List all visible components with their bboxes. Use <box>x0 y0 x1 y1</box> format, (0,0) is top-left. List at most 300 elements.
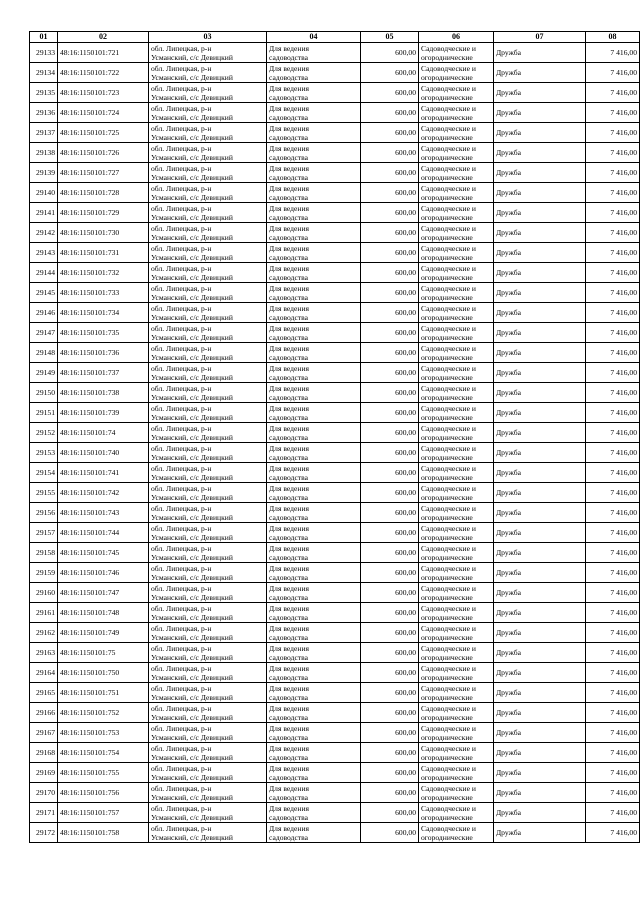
permitted-use-cell <box>267 683 361 703</box>
locality-cell: Дружба <box>494 683 586 703</box>
land-category-line-1: Садоводческие и <box>421 43 476 53</box>
permitted-use-line-2: садоводства <box>269 52 309 62</box>
address-line-1: обл. Липецкая, р-н <box>151 123 212 133</box>
table-row <box>30 123 640 143</box>
area-cell: 600,00 <box>361 683 419 703</box>
permitted-use-line-1: Для ведения <box>269 403 310 413</box>
land-category-line-2: огороднические <box>421 232 473 242</box>
table-row <box>30 823 640 843</box>
table-row <box>30 403 640 423</box>
permitted-use-line-1: Для ведения <box>269 383 310 393</box>
land-category-line-1: Садоводческие и <box>421 83 476 93</box>
locality-cell: Дружба <box>494 643 586 663</box>
address-line-1: обл. Липецкая, р-н <box>151 503 212 513</box>
cadastral-number-cell: 48:16:1150101:725 <box>58 123 149 143</box>
row-number-cell: 29162 <box>30 623 58 643</box>
permitted-use-line-1: Для ведения <box>269 223 310 233</box>
cadastral-number-cell: 48:16:1150101:756 <box>58 783 149 803</box>
locality-cell: Дружба <box>494 63 586 83</box>
cadastral-number-cell: 48:16:1150101:747 <box>58 583 149 603</box>
address-line-1: обл. Липецкая, р-н <box>151 583 212 593</box>
address-line-2: Усманский, с/с Девицкий <box>151 652 233 662</box>
permitted-use-line-1: Для ведения <box>269 203 310 213</box>
land-category-line-1: Садоводческие и <box>421 463 476 473</box>
permitted-use-cell <box>267 403 361 423</box>
address-line-1: обл. Липецкая, р-н <box>151 163 212 173</box>
cadastral-number-cell: 48:16:1150101:752 <box>58 703 149 723</box>
address-line-2: Усманский, с/с Девицкий <box>151 332 233 342</box>
land-category-line-2: огороднические <box>421 452 473 462</box>
address-line-1: обл. Липецкая, р-н <box>151 443 212 453</box>
permitted-use-line-1: Для ведения <box>269 123 310 133</box>
permitted-use-line-2: садоводства <box>269 772 309 782</box>
cadastral-number-cell: 48:16:1150101:740 <box>58 443 149 463</box>
address-line-2: Усманский, с/с Девицкий <box>151 672 233 682</box>
locality-cell: Дружба <box>494 403 586 423</box>
address-line-1: обл. Липецкая, р-н <box>151 763 212 773</box>
row-number-cell: 29155 <box>30 483 58 503</box>
permitted-use-line-2: садоводства <box>269 512 309 522</box>
table-row <box>30 663 640 683</box>
row-number-cell: 29136 <box>30 103 58 123</box>
permitted-use-line-1: Для ведения <box>269 183 310 193</box>
table-row <box>30 103 640 123</box>
land-category-cell <box>419 823 494 843</box>
address-line-2: Усманский, с/с Девицкий <box>151 72 233 82</box>
land-category-line-2: огороднические <box>421 512 473 522</box>
address-cell <box>149 423 267 443</box>
permitted-use-line-1: Для ведения <box>269 243 310 253</box>
permitted-use-line-2: садоводства <box>269 272 309 282</box>
address-line-2: Усманский, с/с Девицкий <box>151 172 233 182</box>
cadastral-value-cell: 7 416,00 <box>586 243 640 263</box>
table-row <box>30 183 640 203</box>
permitted-use-line-1: Для ведения <box>269 663 310 673</box>
address-cell <box>149 743 267 763</box>
land-category-line-2: огороднические <box>421 312 473 322</box>
land-category-line-2: огороднические <box>421 152 473 162</box>
address-line-1: обл. Липецкая, р-н <box>151 243 212 253</box>
cadastral-number-cell: 48:16:1150101:745 <box>58 543 149 563</box>
area-cell: 600,00 <box>361 523 419 543</box>
permitted-use-line-1: Для ведения <box>269 143 310 153</box>
permitted-use-line-2: садоводства <box>269 412 309 422</box>
land-category-line-2: огороднические <box>421 492 473 502</box>
address-line-2: Усманский, с/с Девицкий <box>151 252 233 262</box>
permitted-use-cell <box>267 643 361 663</box>
permitted-use-line-1: Для ведения <box>269 583 310 593</box>
row-number-cell: 29163 <box>30 643 58 663</box>
permitted-use-line-1: Для ведения <box>269 343 310 353</box>
land-category-cell <box>419 443 494 463</box>
address-line-1: обл. Липецкая, р-н <box>151 343 212 353</box>
address-cell <box>149 503 267 523</box>
locality-cell: Дружба <box>494 823 586 843</box>
permitted-use-cell <box>267 203 361 223</box>
table-header <box>30 32 640 43</box>
permitted-use-line-2: садоводства <box>269 832 309 842</box>
permitted-use-line-1: Для ведения <box>269 763 310 773</box>
permitted-use-line-1: Для ведения <box>269 323 310 333</box>
address-cell <box>149 343 267 363</box>
permitted-use-line-1: Для ведения <box>269 823 310 833</box>
land-category-line-2: огороднические <box>421 792 473 802</box>
address-cell <box>149 763 267 783</box>
land-category-cell <box>419 623 494 643</box>
area-cell: 600,00 <box>361 143 419 163</box>
row-number-cell: 29135 <box>30 83 58 103</box>
land-category-line-2: огороднические <box>421 692 473 702</box>
table-row <box>30 303 640 323</box>
address-cell <box>149 143 267 163</box>
table-row <box>30 343 640 363</box>
permitted-use-line-2: садоводства <box>269 112 309 122</box>
area-cell: 600,00 <box>361 163 419 183</box>
cadastral-number-cell: 48:16:1150101:741 <box>58 463 149 483</box>
area-cell: 600,00 <box>361 483 419 503</box>
permitted-use-line-2: садоводства <box>269 632 309 642</box>
land-category-cell <box>419 323 494 343</box>
permitted-use-line-1: Для ведения <box>269 723 310 733</box>
address-line-1: обл. Липецкая, р-н <box>151 183 212 193</box>
permitted-use-line-1: Для ведения <box>269 443 310 453</box>
table-row <box>30 143 640 163</box>
land-category-line-2: огороднические <box>421 172 473 182</box>
locality-cell: Дружба <box>494 383 586 403</box>
permitted-use-line-1: Для ведения <box>269 563 310 573</box>
row-number-cell: 29149 <box>30 363 58 383</box>
land-category-cell <box>419 423 494 443</box>
permitted-use-line-2: садоводства <box>269 452 309 462</box>
permitted-use-line-2: садоводства <box>269 252 309 262</box>
address-cell <box>149 543 267 563</box>
row-number-cell: 29161 <box>30 603 58 623</box>
row-number-cell: 29167 <box>30 723 58 743</box>
address-cell <box>149 243 267 263</box>
area-cell: 600,00 <box>361 303 419 323</box>
area-cell: 600,00 <box>361 183 419 203</box>
cadastral-value-cell: 7 416,00 <box>586 643 640 663</box>
land-category-line-1: Садоводческие и <box>421 683 476 693</box>
permitted-use-cell <box>267 443 361 463</box>
land-category-cell <box>419 463 494 483</box>
address-line-2: Усманский, с/с Девицкий <box>151 812 233 822</box>
row-number-cell: 29138 <box>30 143 58 163</box>
address-line-2: Усманский, с/с Девицкий <box>151 492 233 502</box>
land-category-line-2: огороднические <box>421 272 473 282</box>
land-category-line-1: Садоводческие и <box>421 623 476 633</box>
locality-cell: Дружба <box>494 743 586 763</box>
table-row <box>30 383 640 403</box>
land-category-cell <box>419 803 494 823</box>
address-cell <box>149 383 267 403</box>
table-row <box>30 283 640 303</box>
locality-cell: Дружба <box>494 503 586 523</box>
table-row <box>30 803 640 823</box>
locality-cell: Дружба <box>494 283 586 303</box>
address-line-1: обл. Липецкая, р-н <box>151 723 212 733</box>
address-cell <box>149 803 267 823</box>
locality-cell: Дружба <box>494 183 586 203</box>
area-cell: 600,00 <box>361 63 419 83</box>
land-category-cell <box>419 203 494 223</box>
land-category-cell <box>419 683 494 703</box>
locality-cell: Дружба <box>494 443 586 463</box>
cadastral-number-cell: 48:16:1150101:744 <box>58 523 149 543</box>
area-cell: 600,00 <box>361 363 419 383</box>
cadastral-value-cell: 7 416,00 <box>586 303 640 323</box>
land-category-line-2: огороднические <box>421 292 473 302</box>
address-line-2: Усманский, с/с Девицкий <box>151 792 233 802</box>
address-cell <box>149 223 267 243</box>
land-category-cell <box>419 363 494 383</box>
cadastral-number-cell: 48:16:1150101:729 <box>58 203 149 223</box>
cadastral-number-cell: 48:16:1150101:734 <box>58 303 149 323</box>
land-category-cell <box>419 743 494 763</box>
area-cell: 600,00 <box>361 263 419 283</box>
address-line-2: Усманский, с/с Девицкий <box>151 712 233 722</box>
permitted-use-cell <box>267 123 361 143</box>
permitted-use-line-1: Для ведения <box>269 43 310 53</box>
cadastral-value-cell: 7 416,00 <box>586 523 640 543</box>
land-category-line-2: огороднические <box>421 832 473 842</box>
address-line-1: обл. Липецкая, р-н <box>151 383 212 393</box>
address-line-2: Усманский, с/с Девицкий <box>151 752 233 762</box>
land-category-line-2: огороднические <box>421 732 473 742</box>
row-number-cell: 29142 <box>30 223 58 243</box>
address-line-1: обл. Липецкая, р-н <box>151 483 212 493</box>
permitted-use-line-1: Для ведения <box>269 743 310 753</box>
land-category-line-1: Садоводческие и <box>421 643 476 653</box>
address-cell <box>149 83 267 103</box>
address-cell <box>149 463 267 483</box>
table-row <box>30 483 640 503</box>
permitted-use-line-2: садоводства <box>269 572 309 582</box>
area-cell: 600,00 <box>361 103 419 123</box>
address-cell <box>149 163 267 183</box>
land-category-cell <box>419 663 494 683</box>
table-row <box>30 643 640 663</box>
address-line-2: Усманский, с/с Девицкий <box>151 412 233 422</box>
permitted-use-cell <box>267 783 361 803</box>
locality-cell: Дружба <box>494 263 586 283</box>
permitted-use-cell <box>267 623 361 643</box>
area-cell: 600,00 <box>361 463 419 483</box>
cadastral-number-cell: 48:16:1150101:739 <box>58 403 149 423</box>
cadastral-value-cell: 7 416,00 <box>586 723 640 743</box>
cadastral-value-cell: 7 416,00 <box>586 563 640 583</box>
permitted-use-line-1: Для ведения <box>269 363 310 373</box>
land-category-line-2: огороднические <box>421 192 473 202</box>
table-row <box>30 423 640 443</box>
land-category-cell <box>419 303 494 323</box>
land-category-line-2: огороднические <box>421 352 473 362</box>
cadastral-number-cell: 48:16:1150101:754 <box>58 743 149 763</box>
address-cell <box>149 323 267 343</box>
permitted-use-line-1: Для ведения <box>269 683 310 693</box>
table-row <box>30 323 640 343</box>
permitted-use-line-1: Для ведения <box>269 483 310 493</box>
permitted-use-cell <box>267 43 361 63</box>
land-category-cell <box>419 783 494 803</box>
locality-cell: Дружба <box>494 523 586 543</box>
area-cell: 600,00 <box>361 43 419 63</box>
permitted-use-line-2: садоводства <box>269 592 309 602</box>
address-line-1: обл. Липецкая, р-н <box>151 623 212 633</box>
locality-cell: Дружба <box>494 583 586 603</box>
area-cell: 600,00 <box>361 403 419 423</box>
row-number-cell: 29134 <box>30 63 58 83</box>
permitted-use-line-2: садоводства <box>269 492 309 502</box>
cadastral-number-cell: 48:16:1150101:732 <box>58 263 149 283</box>
permitted-use-cell <box>267 163 361 183</box>
locality-cell: Дружба <box>494 323 586 343</box>
address-line-2: Усманский, с/с Девицкий <box>151 772 233 782</box>
column-header: 07 <box>494 32 586 43</box>
land-category-line-2: огороднические <box>421 92 473 102</box>
locality-cell: Дружба <box>494 723 586 743</box>
land-category-cell <box>419 543 494 563</box>
permitted-use-line-1: Для ведения <box>269 603 310 613</box>
permitted-use-line-1: Для ведения <box>269 163 310 173</box>
address-cell <box>149 63 267 83</box>
permitted-use-cell <box>267 263 361 283</box>
address-line-2: Усманский, с/с Девицкий <box>151 452 233 462</box>
area-cell: 600,00 <box>361 763 419 783</box>
permitted-use-cell <box>267 63 361 83</box>
cadastral-value-cell: 7 416,00 <box>586 543 640 563</box>
row-number-cell: 29164 <box>30 663 58 683</box>
cadastral-number-cell: 48:16:1150101:751 <box>58 683 149 703</box>
cadastral-value-cell: 7 416,00 <box>586 663 640 683</box>
row-number-cell: 29151 <box>30 403 58 423</box>
cadastral-number-cell: 48:16:1150101:748 <box>58 603 149 623</box>
row-number-cell: 29169 <box>30 763 58 783</box>
permitted-use-line-2: садоводства <box>269 752 309 762</box>
land-category-line-1: Садоводческие и <box>421 283 476 293</box>
land-category-cell <box>419 223 494 243</box>
land-category-line-2: огороднические <box>421 552 473 562</box>
address-cell <box>149 303 267 323</box>
permitted-use-line-1: Для ведения <box>269 303 310 313</box>
row-number-cell: 29159 <box>30 563 58 583</box>
row-number-cell: 29140 <box>30 183 58 203</box>
address-line-2: Усманский, с/с Девицкий <box>151 232 233 242</box>
area-cell: 600,00 <box>361 783 419 803</box>
land-category-line-1: Садоводческие и <box>421 823 476 833</box>
permitted-use-cell <box>267 303 361 323</box>
table-row <box>30 223 640 243</box>
land-category-line-2: огороднические <box>421 392 473 402</box>
address-line-1: обл. Липецкая, р-н <box>151 523 212 533</box>
locality-cell: Дружба <box>494 203 586 223</box>
land-category-line-2: огороднические <box>421 752 473 762</box>
land-category-cell <box>419 763 494 783</box>
area-cell: 600,00 <box>361 643 419 663</box>
permitted-use-cell <box>267 763 361 783</box>
permitted-use-line-2: садоводства <box>269 612 309 622</box>
cadastral-number-cell: 48:16:1150101:737 <box>58 363 149 383</box>
area-cell: 600,00 <box>361 823 419 843</box>
land-category-cell <box>419 43 494 63</box>
land-category-line-2: огороднические <box>421 72 473 82</box>
permitted-use-cell <box>267 343 361 363</box>
area-cell: 600,00 <box>361 603 419 623</box>
land-category-line-1: Садоводческие и <box>421 323 476 333</box>
permitted-use-line-2: садоводства <box>269 792 309 802</box>
cadastral-number-cell: 48:16:1150101:75 <box>58 643 149 663</box>
locality-cell: Дружба <box>494 803 586 823</box>
table-row <box>30 263 640 283</box>
cadastral-number-cell: 48:16:1150101:736 <box>58 343 149 363</box>
row-number-cell: 29171 <box>30 803 58 823</box>
address-line-1: обл. Липецкая, р-н <box>151 703 212 713</box>
address-cell <box>149 783 267 803</box>
row-number-cell: 29170 <box>30 783 58 803</box>
land-category-line-2: огороднические <box>421 652 473 662</box>
address-cell <box>149 363 267 383</box>
address-line-2: Усманский, с/с Девицкий <box>151 592 233 602</box>
land-category-cell <box>419 403 494 423</box>
area-cell: 600,00 <box>361 123 419 143</box>
table-body <box>30 43 640 843</box>
column-header: 05 <box>361 32 419 43</box>
land-category-line-2: огороднические <box>421 52 473 62</box>
address-cell <box>149 723 267 743</box>
cadastral-number-cell: 48:16:1150101:749 <box>58 623 149 643</box>
area-cell: 600,00 <box>361 383 419 403</box>
permitted-use-line-2: садоводства <box>269 172 309 182</box>
land-category-line-2: огороднические <box>421 332 473 342</box>
land-category-line-2: огороднические <box>421 532 473 542</box>
permitted-use-cell <box>267 663 361 683</box>
address-line-2: Усманский, с/с Девицкий <box>151 112 233 122</box>
cadastral-value-cell: 7 416,00 <box>586 463 640 483</box>
permitted-use-line-1: Для ведения <box>269 803 310 813</box>
land-category-line-1: Садоводческие и <box>421 183 476 193</box>
land-category-line-1: Садоводческие и <box>421 263 476 273</box>
land-category-cell <box>419 83 494 103</box>
permitted-use-cell <box>267 703 361 723</box>
cadastral-number-cell: 48:16:1150101:757 <box>58 803 149 823</box>
area-cell: 600,00 <box>361 223 419 243</box>
row-number-cell: 29152 <box>30 423 58 443</box>
permitted-use-cell <box>267 183 361 203</box>
table-row <box>30 243 640 263</box>
area-cell: 600,00 <box>361 583 419 603</box>
column-header: 08 <box>586 32 640 43</box>
permitted-use-line-2: садоводства <box>269 292 309 302</box>
area-cell: 600,00 <box>361 503 419 523</box>
address-line-2: Усманский, с/с Девицкий <box>151 212 233 222</box>
permitted-use-line-1: Для ведения <box>269 423 310 433</box>
land-category-line-1: Садоводческие и <box>421 503 476 513</box>
permitted-use-line-2: садоводства <box>269 392 309 402</box>
permitted-use-cell <box>267 223 361 243</box>
permitted-use-line-2: садоводства <box>269 472 309 482</box>
address-cell <box>149 643 267 663</box>
cadastral-value-cell: 7 416,00 <box>586 183 640 203</box>
address-line-2: Усманский, с/с Девицкий <box>151 352 233 362</box>
permitted-use-line-1: Для ведения <box>269 623 310 633</box>
address-line-2: Усманский, с/с Девицкий <box>151 132 233 142</box>
land-category-cell <box>419 123 494 143</box>
cadastral-number-cell: 48:16:1150101:74 <box>58 423 149 443</box>
permitted-use-line-1: Для ведения <box>269 643 310 653</box>
land-category-line-1: Садоводческие и <box>421 403 476 413</box>
cadastral-number-cell: 48:16:1150101:750 <box>58 663 149 683</box>
land-category-cell <box>419 283 494 303</box>
